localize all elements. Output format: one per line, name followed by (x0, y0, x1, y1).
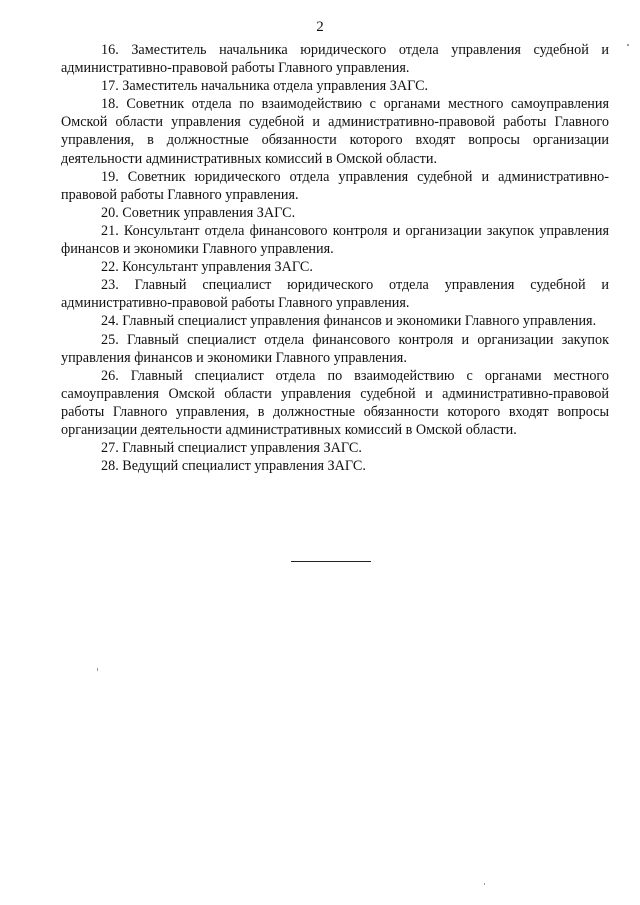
list-item: 19. Советник юридического отдела управления судебной и административно-правовой работы Главного управления. (61, 168, 609, 203)
list-item: 20. Советник управления ЗАГС. (101, 204, 296, 221)
scan-speck (97, 668, 98, 671)
list-item: 26. Главный специалист отдела по взаимодействию с органами местного самоуправления Омской области управления судебной и административно-правовой работы Главного управления, в должностные обязанности которого входят вопросы организации деятельности административных комиссий в Омской области. (61, 367, 609, 438)
list-item: 17. Заместитель начальника отдела управления ЗАГС. (101, 78, 429, 95)
list-item: 28. Ведущий специалист управления ЗАГС. (101, 458, 366, 475)
list-item: 23. Главный специалист юридического отдела управления судебной и административно-правовой работы Главного управления. (61, 277, 609, 312)
page-number: 2 (316, 19, 324, 35)
list-item: 25. Главный специалист отдела финансового контроля и организации закупок управления финансов и экономики Главного управления. (61, 331, 609, 366)
position-list (61, 41, 609, 475)
list-item: 16. Заместитель начальника юридического отдела управления судебной и административно-правовой работы Главного управления. (61, 42, 609, 77)
list-item: 22. Консультант управления ЗАГС. (101, 259, 313, 276)
list-item: 27. Главный специалист управления ЗАГС. (101, 440, 362, 457)
list-item: 18. Советник отдела по взаимодействию с органами местного самоуправления Омской области управления судебной и административно-правовой работы Главного управления, в должностные обязанности которого входят вопросы организации деятельности административных комиссий в Омской области. (61, 96, 609, 167)
list-item: 21. Консультант отдела финансового контроля и организации закупок управления финансов и экономики Главного управления. (61, 222, 609, 258)
scan-speck (484, 883, 485, 885)
list-item: 24. Главный специалист управления финансов и экономики Главного управления. (101, 313, 597, 330)
scan-speck (627, 44, 629, 46)
end-separator-line (291, 561, 371, 562)
